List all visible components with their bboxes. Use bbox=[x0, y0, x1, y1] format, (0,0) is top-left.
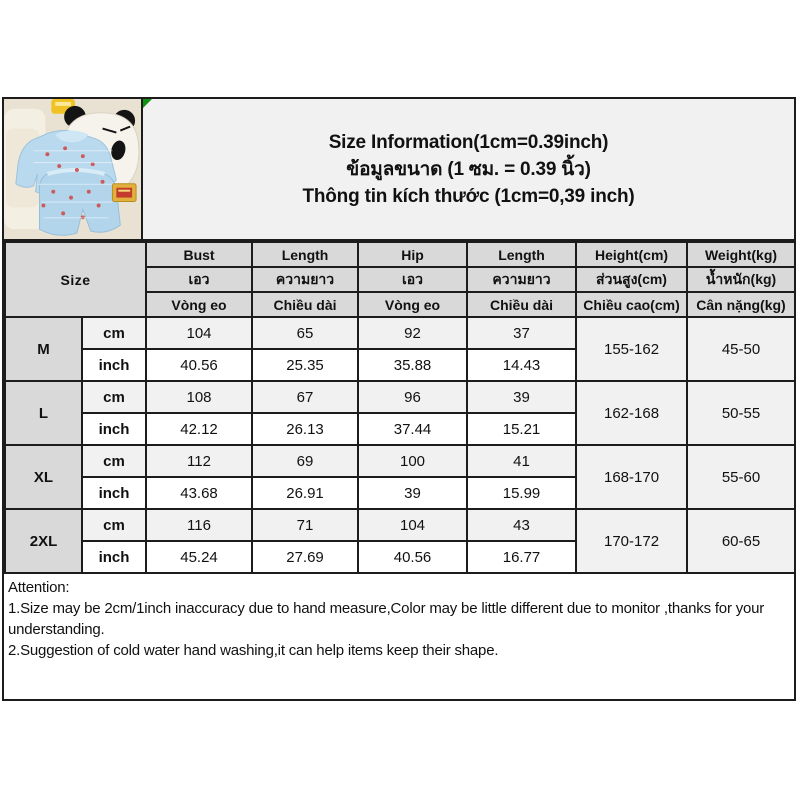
table-row-l-cm bbox=[5, 381, 795, 413]
value-2xl-cm-2: 104 bbox=[358, 509, 467, 541]
weight-range-2xl: 60-65 bbox=[687, 509, 795, 573]
column-header-vi-1: Chiều dài bbox=[252, 292, 358, 317]
hang-tag bbox=[112, 184, 136, 202]
column-header-vi-3: Chiều dài bbox=[467, 292, 576, 317]
size-row-label-xl: XL bbox=[5, 445, 82, 509]
height-range-2xl: 170-172 bbox=[576, 509, 687, 573]
attention-line-1: 1.Size may be 2cm/1inch inaccuracy due to hand measure,Color may be little different due to monitor ,thanks for your understanding. bbox=[8, 600, 765, 638]
column-header-en-1: Length bbox=[252, 242, 358, 267]
value-m-cm-3: 37 bbox=[467, 317, 576, 349]
value-2xl-inch-1: 27.69 bbox=[252, 541, 358, 573]
column-header-th-2: เอว bbox=[358, 267, 467, 292]
unit-label-cm: cm bbox=[82, 381, 146, 413]
size-row-label-m: M bbox=[5, 317, 82, 381]
value-l-cm-3: 39 bbox=[467, 381, 576, 413]
value-m-inch-0: 40.56 bbox=[146, 349, 252, 381]
column-header-en-4: Height(cm) bbox=[576, 242, 687, 267]
value-xl-cm-2: 100 bbox=[358, 445, 467, 477]
value-xl-inch-0: 43.68 bbox=[146, 477, 252, 509]
title-thai: ข้อมูลขนาด (1 ซม. = 0.39 นิ้ว) bbox=[346, 158, 591, 180]
column-header-en-3: Length bbox=[467, 242, 576, 267]
table-row-xl-cm bbox=[5, 445, 795, 477]
value-xl-inch-1: 26.91 bbox=[252, 477, 358, 509]
value-xl-cm-3: 41 bbox=[467, 445, 576, 477]
value-m-inch-3: 14.43 bbox=[467, 349, 576, 381]
value-m-inch-1: 25.35 bbox=[252, 349, 358, 381]
weight-range-xl: 55-60 bbox=[687, 445, 795, 509]
unit-label-cm: cm bbox=[82, 445, 146, 477]
unit-label-inch: inch bbox=[82, 541, 146, 573]
column-header-th-5: น้ำหนัก(kg) bbox=[687, 267, 795, 292]
column-header-vi-0: Vòng eo bbox=[146, 292, 252, 317]
weight-range-m: 45-50 bbox=[687, 317, 795, 381]
product-photo bbox=[4, 99, 143, 239]
value-m-inch-2: 35.88 bbox=[358, 349, 467, 381]
height-range-m: 155-162 bbox=[576, 317, 687, 381]
value-m-cm-0: 104 bbox=[146, 317, 252, 349]
column-header-th-1: ความยาว bbox=[252, 267, 358, 292]
column-header-th-3: ความยาว bbox=[467, 267, 576, 292]
value-m-cm-2: 92 bbox=[358, 317, 467, 349]
column-header-en-2: Hip bbox=[358, 242, 467, 267]
top-row bbox=[4, 99, 794, 241]
column-header-vi-5: Cân nặng(kg) bbox=[687, 292, 795, 317]
size-header: Size bbox=[5, 242, 146, 317]
header-row-english bbox=[5, 242, 795, 267]
cell-marker-icon bbox=[143, 99, 152, 108]
unit-label-inch: inch bbox=[82, 413, 146, 445]
column-header-th-0: เอว bbox=[146, 267, 252, 292]
column-header-th-4: ส่วนสูง(cm) bbox=[576, 267, 687, 292]
unit-label-cm: cm bbox=[82, 317, 146, 349]
value-l-cm-0: 108 bbox=[146, 381, 252, 413]
value-2xl-cm-0: 116 bbox=[146, 509, 252, 541]
column-header-vi-2: Vòng eo bbox=[358, 292, 467, 317]
value-2xl-cm-1: 71 bbox=[252, 509, 358, 541]
value-l-cm-1: 67 bbox=[252, 381, 358, 413]
unit-label-inch: inch bbox=[82, 349, 146, 381]
value-l-inch-1: 26.13 bbox=[252, 413, 358, 445]
size-table bbox=[4, 241, 796, 574]
value-l-cm-2: 96 bbox=[358, 381, 467, 413]
size-row-label-l: L bbox=[5, 381, 82, 445]
value-2xl-inch-3: 16.77 bbox=[467, 541, 576, 573]
size-row-label-2xl: 2XL bbox=[5, 509, 82, 573]
value-l-inch-0: 42.12 bbox=[146, 413, 252, 445]
attention-section bbox=[4, 574, 794, 699]
attention-line-2: 2.Suggestion of cold water hand washing,it can help items keep their shape. bbox=[8, 642, 499, 659]
title-cell bbox=[143, 99, 794, 239]
value-xl-cm-1: 69 bbox=[252, 445, 358, 477]
title-vietnamese: Thông tin kích thước (1cm=0,39 inch) bbox=[302, 185, 635, 207]
value-2xl-cm-3: 43 bbox=[467, 509, 576, 541]
column-header-en-5: Weight(kg) bbox=[687, 242, 795, 267]
unit-label-inch: inch bbox=[82, 477, 146, 509]
column-header-vi-4: Chiều cao(cm) bbox=[576, 292, 687, 317]
value-xl-inch-3: 15.99 bbox=[467, 477, 576, 509]
unit-label-cm: cm bbox=[82, 509, 146, 541]
weight-range-l: 50-55 bbox=[687, 381, 795, 445]
value-2xl-inch-0: 45.24 bbox=[146, 541, 252, 573]
value-xl-inch-2: 39 bbox=[358, 477, 467, 509]
height-range-l: 162-168 bbox=[576, 381, 687, 445]
attention-heading: Attention: bbox=[8, 579, 70, 596]
value-2xl-inch-2: 40.56 bbox=[358, 541, 467, 573]
size-chart-content bbox=[2, 97, 796, 701]
table-row-2xl-cm bbox=[5, 509, 795, 541]
value-xl-cm-0: 112 bbox=[146, 445, 252, 477]
height-range-xl: 168-170 bbox=[576, 445, 687, 509]
value-l-inch-2: 37.44 bbox=[358, 413, 467, 445]
product-photo-illustration bbox=[4, 99, 141, 239]
table-row-m-cm bbox=[5, 317, 795, 349]
title-english: Size Information(1cm=0.39inch) bbox=[328, 131, 609, 153]
value-l-inch-3: 15.21 bbox=[467, 413, 576, 445]
column-header-en-0: Bust bbox=[146, 242, 252, 267]
value-m-cm-1: 65 bbox=[252, 317, 358, 349]
